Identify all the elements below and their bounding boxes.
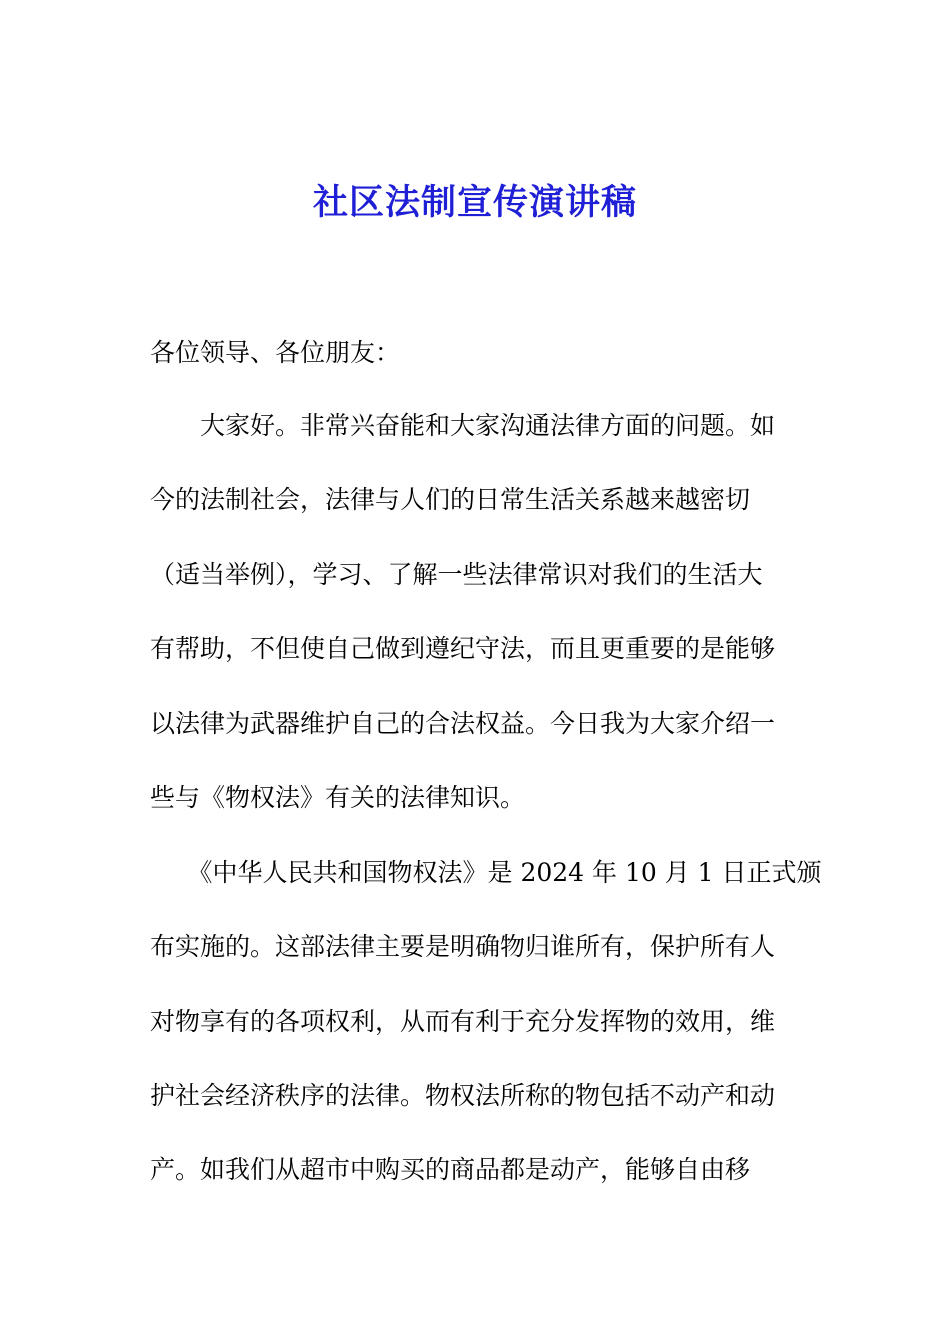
text-line: 产。如我们从超市中购买的商品都是动产，能够自由移 (150, 1155, 751, 1184)
text-line: 有帮助，不但使自己做到遵纪守法，而且更重要的是能够 (150, 634, 776, 663)
text-line: 《中华人民共和国物权法》是 2024 年 10 月 1 日正式颁 (150, 858, 822, 887)
text-line: 护社会经济秩序的法律。物权法所称的物包括不动产和动 (150, 1081, 776, 1110)
text-line: 今的法制社会，法律与人们的日常生活关系越来越密切 (150, 485, 751, 514)
text-line: 各位领导、各位朋友： (150, 338, 401, 367)
text-line: （适当举例），学习、了解一些法律常识对我们的生活大 (150, 560, 763, 589)
text-line: 布实施的。这部法律主要是明确物归谁所有，保护所有人 (150, 932, 776, 961)
text-line: 些与《物权法》有关的法律知识。 (150, 783, 526, 812)
text-line: 大家好。非常兴奋能和大家沟通法律方面的问题。如 (150, 411, 776, 440)
text-line: 以法律为武器维护自己的合法权益。今日我为大家介绍一 (150, 709, 776, 738)
document-title: 社区法制宣传演讲稿 (312, 182, 637, 223)
text-line: 对物享有的各项权利，从而有利于充分发挥物的效用，维 (150, 1007, 776, 1036)
